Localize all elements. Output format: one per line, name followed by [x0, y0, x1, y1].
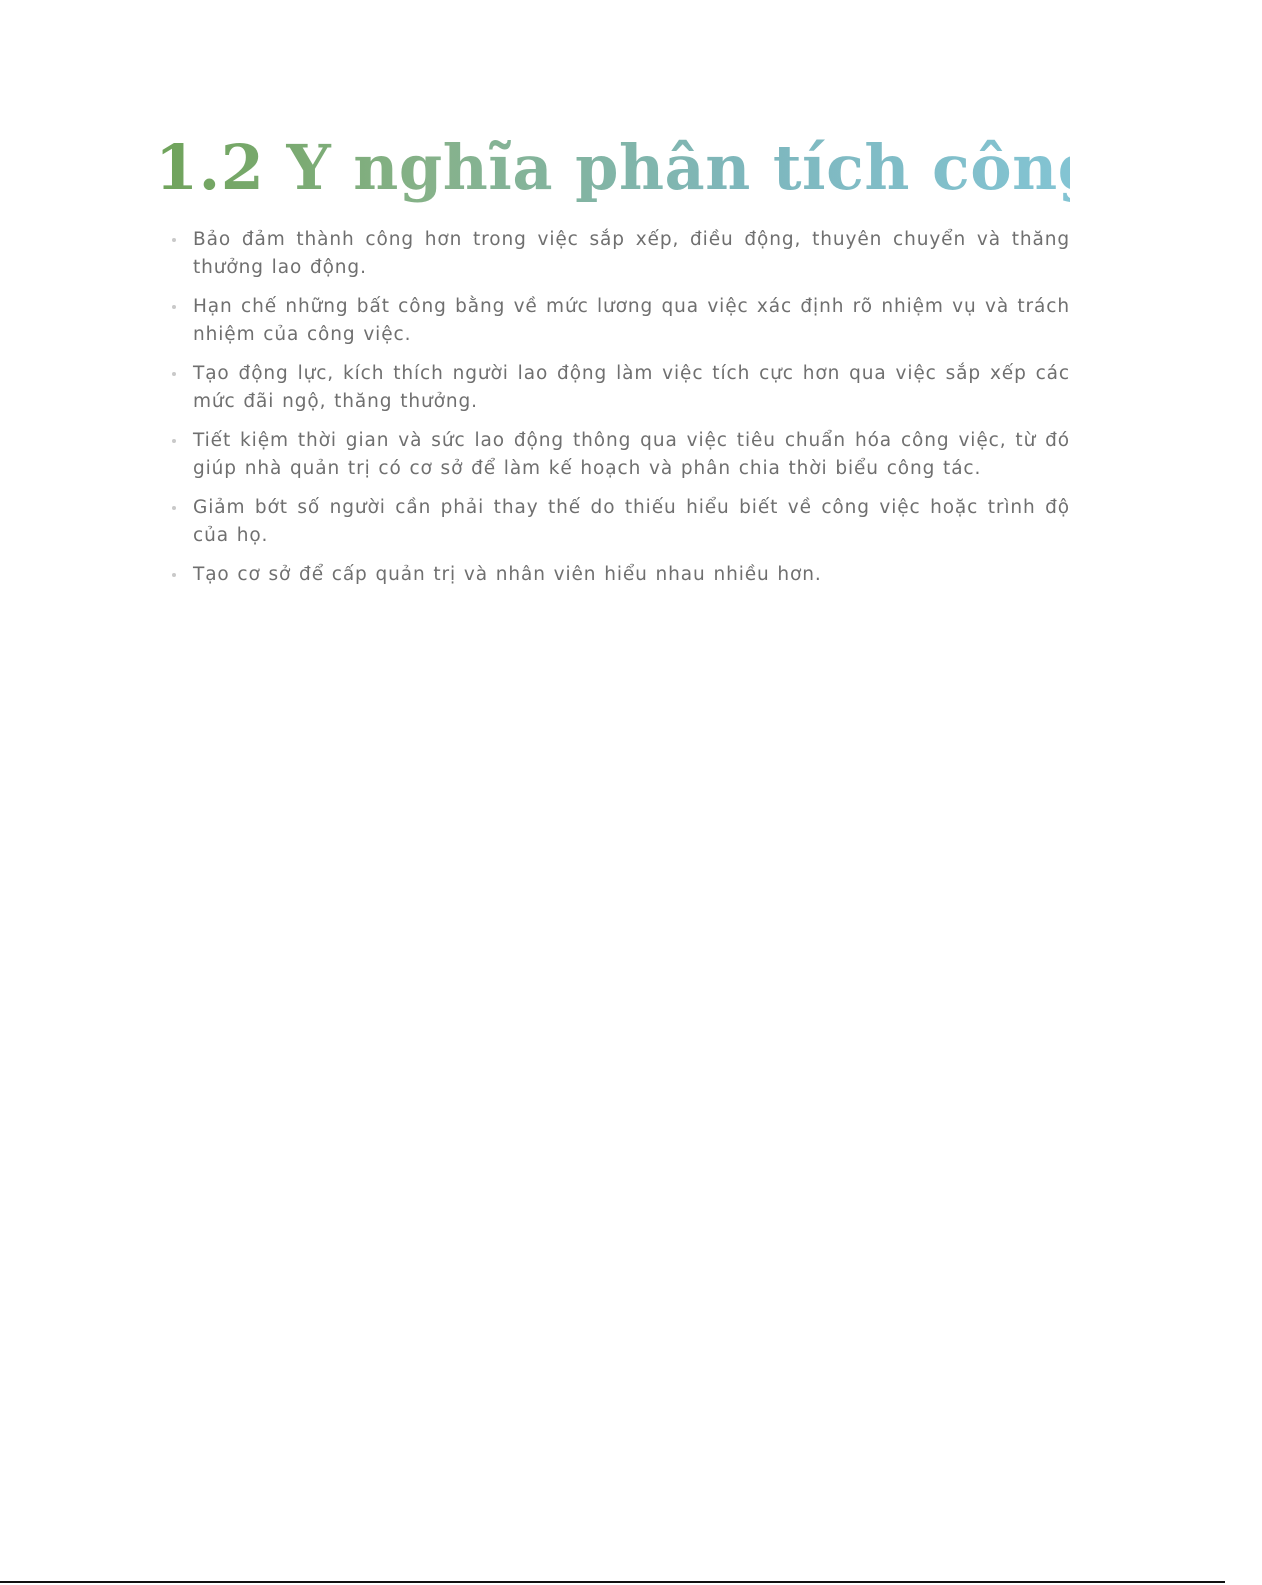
bullet-dot-icon	[172, 439, 176, 443]
bullet-dot-icon	[172, 372, 176, 376]
bullet-text: Tạo cơ sở để cấp quản trị và nhân viên hiểu nhau nhiều hơn.	[193, 564, 822, 585]
page-title: 1.2 Y nghĩa phân tích công việc	[155, 120, 1070, 216]
bullet-dot-icon	[172, 506, 176, 510]
bullet-dot-icon	[172, 573, 176, 577]
bullet-item	[155, 360, 1070, 416]
bullet-text: Hạn chế những bất công bằng về mức lương qua việc xác định rõ nhiệm vụ và trách nhiệm của công việc.	[193, 296, 1070, 345]
bullet-item	[155, 293, 1070, 349]
bullet-item	[155, 226, 1070, 282]
bullet-text: Giảm bớt số người cần phải thay thế do thiếu hiểu biết về công việc hoặc trình độ của họ.	[193, 497, 1070, 546]
bullet-text: Tiết kiệm thời gian và sức lao động thông qua việc tiêu chuẩn hóa công việc, từ đó giúp nhà quản trị có cơ sở để làm kế hoạch và phân chia thời biểu công tác.	[193, 430, 1070, 479]
bullet-list	[155, 226, 1070, 589]
bullet-text: Tạo động lực, kích thích người lao động làm việc tích cực hơn qua việc sắp xếp các mức đãi ngộ, thăng thưởng.	[193, 363, 1070, 412]
bullet-item	[155, 494, 1070, 550]
bullet-dot-icon	[172, 305, 176, 309]
bullet-item	[155, 561, 1070, 589]
slide-content	[155, 120, 1262, 600]
bullet-text: Bảo đảm thành công hơn trong việc sắp xếp, điều động, thuyên chuyển và thăng thưởng lao động.	[193, 229, 1070, 278]
bullet-dot-icon	[172, 238, 176, 242]
page-bottom-divider	[0, 1581, 1225, 1583]
bullet-item	[155, 427, 1070, 483]
